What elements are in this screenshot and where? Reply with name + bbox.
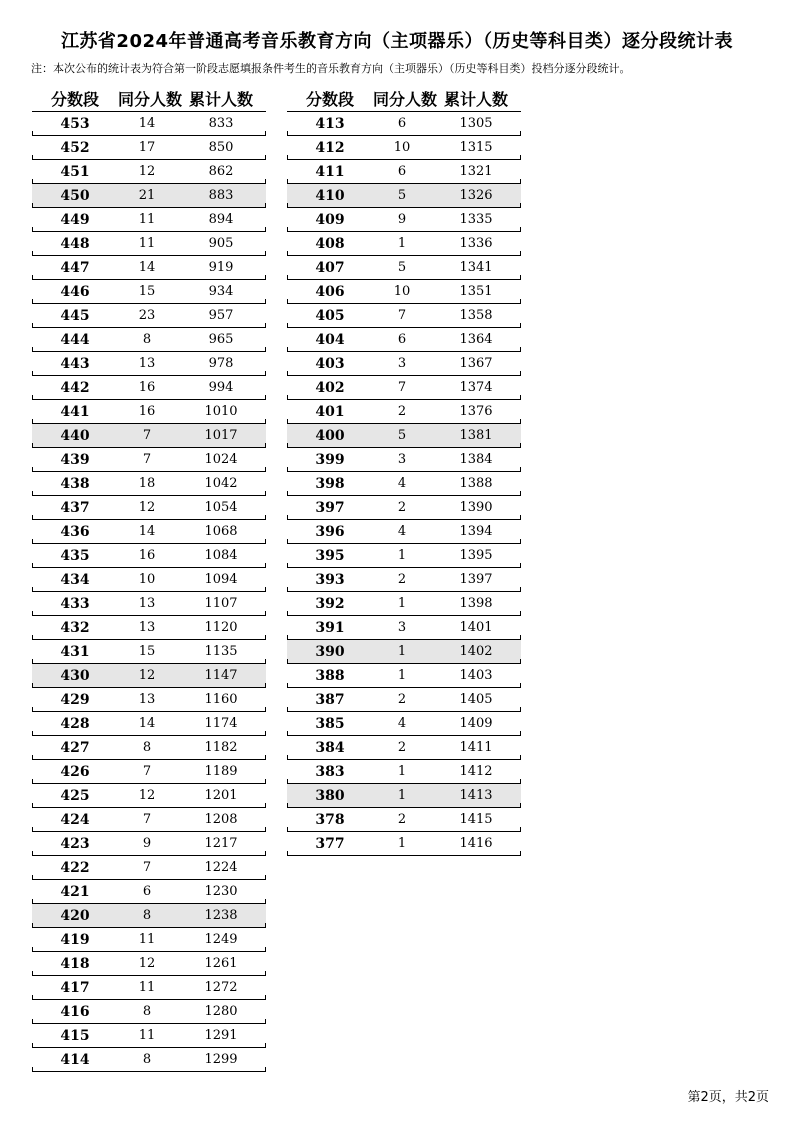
cell-cumulative: 957 [208,308,234,323]
cell-cumulative: 1390 [459,500,493,515]
cell-score: 405 [315,307,345,324]
cell-same-count: 2 [397,500,407,515]
table-header [32,85,266,112]
cell-same-count: 5 [397,188,407,203]
cell-same-count: 2 [397,812,407,827]
cell-score: 402 [315,379,345,396]
cell-same-count: 7 [397,380,407,395]
cell-score: 428 [60,715,90,732]
cell-score: 430 [60,667,90,684]
cell-cumulative: 1182 [204,740,238,755]
cell-score: 431 [60,643,90,660]
cell-cumulative: 883 [208,188,234,203]
cell-same-count: 9 [397,212,407,227]
cell-score: 420 [60,907,90,924]
table-row [287,832,521,856]
cell-score: 419 [60,931,90,948]
cell-same-count: 2 [397,572,407,587]
cell-score: 408 [315,235,345,252]
cell-same-count: 9 [142,836,152,851]
table-row [32,760,266,784]
cell-score: 450 [60,187,90,204]
cell-score: 399 [315,451,345,468]
cell-score: 406 [315,283,345,300]
table-row [32,304,266,328]
cell-cumulative: 1224 [204,860,238,875]
cell-same-count: 1 [397,836,407,851]
table-row [32,592,266,616]
cell-cumulative: 1217 [204,836,238,851]
table-row [287,544,521,568]
cell-score: 401 [315,403,345,420]
cell-cumulative: 978 [208,356,234,371]
table-row [287,280,521,304]
cell-score: 446 [60,283,90,300]
cell-score: 403 [315,355,345,372]
cell-same-count: 3 [397,356,407,371]
table-row [32,376,266,400]
cell-score: 385 [315,715,345,732]
cell-same-count: 6 [397,332,407,347]
cell-same-count: 11 [138,236,156,251]
cell-score: 377 [315,835,345,852]
cell-same-count: 8 [142,908,152,923]
cell-cumulative: 1272 [204,980,238,995]
cell-cumulative: 1010 [204,404,238,419]
cell-score: 449 [60,211,90,228]
table-row [32,712,266,736]
cell-same-count: 17 [138,140,156,155]
cell-cumulative: 905 [208,236,234,251]
cell-score: 432 [60,619,90,636]
cell-score: 414 [60,1051,90,1068]
cell-score: 424 [60,811,90,828]
cell-same-count: 4 [397,524,407,539]
table-row [32,1000,266,1024]
cell-score: 387 [315,691,345,708]
page-number: 第2页，共2页 [687,1090,769,1105]
table-row [32,928,266,952]
cell-same-count: 8 [142,1004,152,1019]
cell-score: 429 [60,691,90,708]
cell-same-count: 8 [142,740,152,755]
cell-cumulative: 1174 [204,716,238,731]
cell-cumulative: 1397 [459,572,493,587]
cell-same-count: 10 [393,140,411,155]
table-row [32,520,266,544]
cell-cumulative: 1335 [459,212,493,227]
table-row [287,328,521,352]
table-row [32,856,266,880]
cell-cumulative: 1403 [459,668,493,683]
table-body [32,112,266,1072]
cell-same-count: 4 [397,716,407,731]
cell-cumulative: 1017 [204,428,238,443]
cell-same-count: 12 [138,956,156,971]
table-row [32,1024,266,1048]
cell-cumulative: 862 [208,164,234,179]
cell-score: 434 [60,571,90,588]
cell-cumulative: 1415 [459,812,493,827]
table-row [32,496,266,520]
cell-cumulative: 1291 [204,1028,238,1043]
table-row [287,496,521,520]
cell-same-count: 12 [138,668,156,683]
cell-same-count: 5 [397,428,407,443]
cell-same-count: 12 [138,500,156,515]
cell-cumulative: 1364 [459,332,493,347]
table-row [287,136,521,160]
cell-cumulative: 1094 [204,572,238,587]
header-score: 分数段 [50,89,99,109]
cell-cumulative: 1042 [204,476,238,491]
cell-score: 378 [315,811,345,828]
cell-cumulative: 894 [208,212,234,227]
table-row [32,424,266,448]
cell-same-count: 18 [138,476,156,491]
header-score: 分数段 [305,89,354,109]
cell-same-count: 12 [138,164,156,179]
table-row [32,832,266,856]
cell-same-count: 4 [397,476,407,491]
table-header [287,85,521,112]
cell-cumulative: 1135 [204,644,238,659]
cell-cumulative: 1315 [459,140,493,155]
table-row [287,808,521,832]
table-row [287,784,521,808]
cell-cumulative: 1412 [459,764,493,779]
table-row [287,184,521,208]
table-row [32,160,266,184]
cell-same-count: 11 [138,932,156,947]
table-row [287,520,521,544]
table-row [32,568,266,592]
cell-cumulative: 1401 [459,620,493,635]
cell-cumulative: 934 [208,284,234,299]
table-row [287,376,521,400]
cell-cumulative: 1351 [459,284,493,299]
table-row [32,184,266,208]
table-row [32,688,266,712]
cell-same-count: 1 [397,788,407,803]
cell-cumulative: 965 [208,332,234,347]
cell-score: 422 [60,859,90,876]
cell-cumulative: 1376 [459,404,493,419]
table-row [287,112,521,136]
cell-cumulative: 1409 [459,716,493,731]
cell-same-count: 15 [138,644,156,659]
cell-cumulative: 1341 [459,260,493,275]
cell-same-count: 8 [142,332,152,347]
cell-cumulative: 1024 [204,452,238,467]
cell-score: 391 [315,619,345,636]
cell-same-count: 7 [142,764,152,779]
cell-score: 435 [60,547,90,564]
cell-same-count: 16 [138,380,156,395]
cell-cumulative: 1413 [459,788,493,803]
table-row [287,304,521,328]
cell-same-count: 21 [138,188,156,203]
cell-cumulative: 1230 [204,884,238,899]
cell-same-count: 14 [138,716,156,731]
cell-cumulative: 994 [208,380,234,395]
cell-cumulative: 1068 [204,524,238,539]
cell-score: 392 [315,595,345,612]
cell-same-count: 7 [397,308,407,323]
page-title: 江苏省2024年普通高考音乐教育方向（主项器乐）（历史等科目类）逐分段统计表 [60,31,734,52]
cell-score: 448 [60,235,90,252]
cell-same-count: 16 [138,404,156,419]
header-same-count: 同分人数 [373,89,438,109]
cell-same-count: 16 [138,548,156,563]
cell-same-count: 6 [397,164,407,179]
table-row [287,760,521,784]
cell-same-count: 11 [138,1028,156,1043]
cell-cumulative: 1305 [459,116,493,131]
cell-score: 427 [60,739,90,756]
cell-same-count: 6 [142,884,152,899]
table-row [287,448,521,472]
cell-cumulative: 1107 [204,596,238,611]
cell-score: 383 [315,763,345,780]
cell-cumulative: 1416 [459,836,493,851]
cell-cumulative: 1411 [459,740,493,755]
cell-cumulative: 1280 [204,1004,238,1019]
table-row [32,280,266,304]
cell-same-count: 1 [397,764,407,779]
table-row [287,424,521,448]
cell-same-count: 14 [138,524,156,539]
cell-cumulative: 1367 [459,356,493,371]
table-row [287,208,521,232]
cell-cumulative: 1395 [459,548,493,563]
table-row [287,736,521,760]
cell-cumulative: 833 [208,116,234,131]
cell-cumulative: 1402 [459,644,493,659]
cell-same-count: 7 [142,860,152,875]
cell-same-count: 10 [138,572,156,587]
cell-score: 390 [315,643,345,660]
cell-same-count: 14 [138,260,156,275]
cell-same-count: 7 [142,812,152,827]
cell-score: 447 [60,259,90,276]
table-row [287,592,521,616]
cell-score: 400 [315,427,345,444]
cell-same-count: 11 [138,980,156,995]
table-row [32,880,266,904]
table-row [287,616,521,640]
cell-same-count: 6 [397,116,407,131]
cell-same-count: 1 [397,668,407,683]
cell-cumulative: 1208 [204,812,238,827]
cell-score: 437 [60,499,90,516]
table-row [32,904,266,928]
cell-score: 395 [315,547,345,564]
cell-score: 411 [315,163,345,180]
header-cumulative: 累计人数 [188,89,253,109]
cell-cumulative: 1249 [204,932,238,947]
table-row [32,472,266,496]
cell-same-count: 13 [138,692,156,707]
cell-score: 412 [315,139,345,156]
table-row [32,808,266,832]
cell-cumulative: 1147 [204,668,238,683]
cell-same-count: 14 [138,116,156,131]
cell-same-count: 1 [397,644,407,659]
cell-cumulative: 1384 [459,452,493,467]
table-row [32,352,266,376]
cell-same-count: 11 [138,212,156,227]
cell-score: 417 [60,979,90,996]
cell-same-count: 13 [138,620,156,635]
cell-score: 444 [60,331,90,348]
cell-same-count: 2 [397,740,407,755]
cell-same-count: 5 [397,260,407,275]
cell-score: 433 [60,595,90,612]
cell-score: 407 [315,259,345,276]
table-row [32,112,266,136]
table-row [287,232,521,256]
table-row [32,544,266,568]
cell-cumulative: 1189 [204,764,238,779]
cell-cumulative: 919 [208,260,234,275]
table-row [32,208,266,232]
cell-cumulative: 1374 [459,380,493,395]
cell-cumulative: 1381 [459,428,493,443]
table-row [32,640,266,664]
cell-score: 441 [60,403,90,420]
cell-cumulative: 850 [208,140,234,155]
table-row [287,472,521,496]
cell-same-count: 12 [138,788,156,803]
table-row [32,136,266,160]
cell-same-count: 15 [138,284,156,299]
table-row [32,448,266,472]
table-row [32,952,266,976]
cell-same-count: 7 [142,452,152,467]
cell-score: 410 [315,187,345,204]
cell-cumulative: 1405 [459,692,493,707]
cell-cumulative: 1120 [204,620,238,635]
score-table-left [32,85,266,1072]
cell-cumulative: 1201 [204,788,238,803]
cell-same-count: 1 [397,236,407,251]
cell-score: 438 [60,475,90,492]
table-row [287,664,521,688]
table-row [287,688,521,712]
table-row [32,400,266,424]
cell-score: 425 [60,787,90,804]
cell-score: 380 [315,787,345,804]
table-row [287,256,521,280]
cell-score: 451 [60,163,90,180]
cell-same-count: 1 [397,596,407,611]
cell-score: 398 [315,475,345,492]
cell-score: 393 [315,571,345,588]
table-row [287,712,521,736]
cell-same-count: 8 [142,1052,152,1067]
table-row [32,256,266,280]
cell-score: 409 [315,211,345,228]
cell-cumulative: 1394 [459,524,493,539]
cell-cumulative: 1160 [204,692,238,707]
table-body [287,112,521,856]
table-row [32,784,266,808]
cell-score: 416 [60,1003,90,1020]
cell-score: 384 [315,739,345,756]
cell-score: 442 [60,379,90,396]
cell-score: 423 [60,835,90,852]
cell-cumulative: 1238 [204,908,238,923]
cell-score: 421 [60,883,90,900]
table-row [32,664,266,688]
cell-score: 436 [60,523,90,540]
header-cumulative: 累计人数 [443,89,508,109]
header-same-count: 同分人数 [118,89,183,109]
score-table-right [287,85,521,856]
cell-cumulative: 1398 [459,596,493,611]
table-row [287,640,521,664]
cell-same-count: 2 [397,692,407,707]
cell-cumulative: 1261 [204,956,238,971]
table-row [287,352,521,376]
cell-same-count: 2 [397,404,407,419]
cell-same-count: 3 [397,620,407,635]
table-row [32,976,266,1000]
cell-cumulative: 1299 [204,1052,238,1067]
cell-score: 388 [315,667,345,684]
cell-same-count: 7 [142,428,152,443]
cell-cumulative: 1326 [459,188,493,203]
cell-score: 415 [60,1027,90,1044]
cell-score: 426 [60,763,90,780]
cell-score: 418 [60,955,90,972]
cell-same-count: 10 [393,284,411,299]
table-row [287,568,521,592]
cell-same-count: 13 [138,356,156,371]
cell-score: 413 [315,115,345,132]
cell-score: 396 [315,523,345,540]
cell-score: 397 [315,499,345,516]
cell-cumulative: 1336 [459,236,493,251]
table-row [287,160,521,184]
cell-same-count: 3 [397,452,407,467]
cell-cumulative: 1321 [459,164,493,179]
cell-cumulative: 1358 [459,308,493,323]
table-row [287,400,521,424]
table-row [32,616,266,640]
cell-score: 440 [60,427,90,444]
cell-same-count: 23 [138,308,156,323]
cell-cumulative: 1084 [204,548,238,563]
table-row [32,328,266,352]
table-row [32,1048,266,1072]
cell-same-count: 1 [397,548,407,563]
cell-score: 453 [60,115,90,132]
table-row [32,232,266,256]
cell-score: 439 [60,451,90,468]
table-row [32,736,266,760]
cell-score: 443 [60,355,90,372]
cell-same-count: 13 [138,596,156,611]
cell-score: 452 [60,139,90,156]
table-note: 注：本次公布的统计表为符合第一阶段志愿填报条件考生的音乐教育方向（主项器乐）（历史等科目类）投档分逐分段统计。 [31,62,631,75]
cell-cumulative: 1388 [459,476,493,491]
cell-score: 404 [315,331,345,348]
cell-score: 445 [60,307,90,324]
cell-cumulative: 1054 [204,500,238,515]
